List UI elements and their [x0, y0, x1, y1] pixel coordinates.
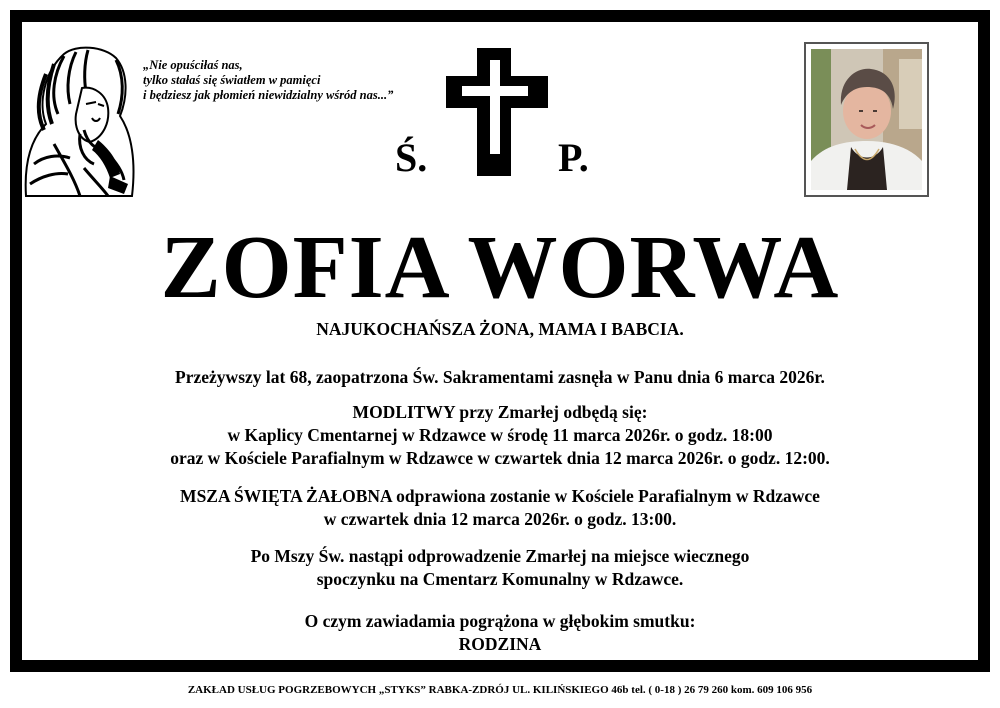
- closing-signature: RODZINA: [458, 634, 542, 654]
- prayers-line: MODLITWY przy Zmarłej odbędą się:: [352, 402, 648, 422]
- memorial-quote: [143, 58, 433, 103]
- portrait-photo: [804, 42, 929, 197]
- age-line: [0, 366, 1000, 389]
- sp-abbreviation-left: Ś.: [395, 135, 428, 180]
- prayers-line: w Kaplicy Cmentarnej w Rdzawce w środę 11 marca 2026r. o godz. 18:00: [227, 425, 773, 445]
- prayers-section: [0, 401, 1000, 470]
- closing-line: O czym zawiadamia pogrążona w głębokim smutku:: [304, 611, 696, 631]
- praying-christ-icon: [24, 44, 136, 198]
- mass-line: w czwartek dnia 12 marca 2026r. o godz. 13:00.: [323, 509, 677, 529]
- prayers-line: oraz w Kościele Parafialnym w Rdzawce w czwartek dnia 12 marca 2026r. o godz. 12:00.: [170, 448, 830, 468]
- closing-section: [0, 610, 1000, 656]
- funeral-home-footer: ZAKŁAD USŁUG POGRZEBOWYCH „STYKS” RABKA-ZDRÓJ UL. KILIŃSKIEGO 46b tel. ( 0-18 ) 26 79 260 kom. 609 106 956: [187, 684, 813, 696]
- burial-section: [0, 545, 1000, 591]
- cross-icon: [446, 48, 548, 176]
- burial-line: spoczynku na Cmentarz Komunalny w Rdzawce.: [316, 569, 684, 589]
- deceased-name: ZOFIA WORWA: [160, 218, 840, 317]
- quote-line: „Nie opuściłaś nas,: [143, 58, 243, 72]
- subtitle-text: NAJUKOCHAŃSZA ŻONA, MAMA I BABCIA.: [316, 319, 684, 339]
- burial-line: Po Mszy Św. nastąpi odprowadzenie Zmarłej na miejsce wiecznego: [250, 546, 750, 566]
- mass-line: MSZA ŚWIĘTA ŻAŁOBNA odprawiona zostanie w Kościele Parafialnym w Rdzawce: [180, 486, 820, 506]
- sp-abbreviation-right: P.: [558, 135, 589, 180]
- subtitle: [0, 318, 1000, 341]
- quote-line: tylko stałaś się światłem w pamięci: [143, 73, 321, 87]
- mass-section: [0, 485, 1000, 531]
- quote-line: i będziesz jak płomień niewidzialny wśród nas...”: [143, 88, 394, 102]
- age-line-text: Przeżywszy lat 68, zaopatrzona Św. Sakramentami zasnęła w Panu dnia 6 marca 2026r.: [175, 367, 825, 387]
